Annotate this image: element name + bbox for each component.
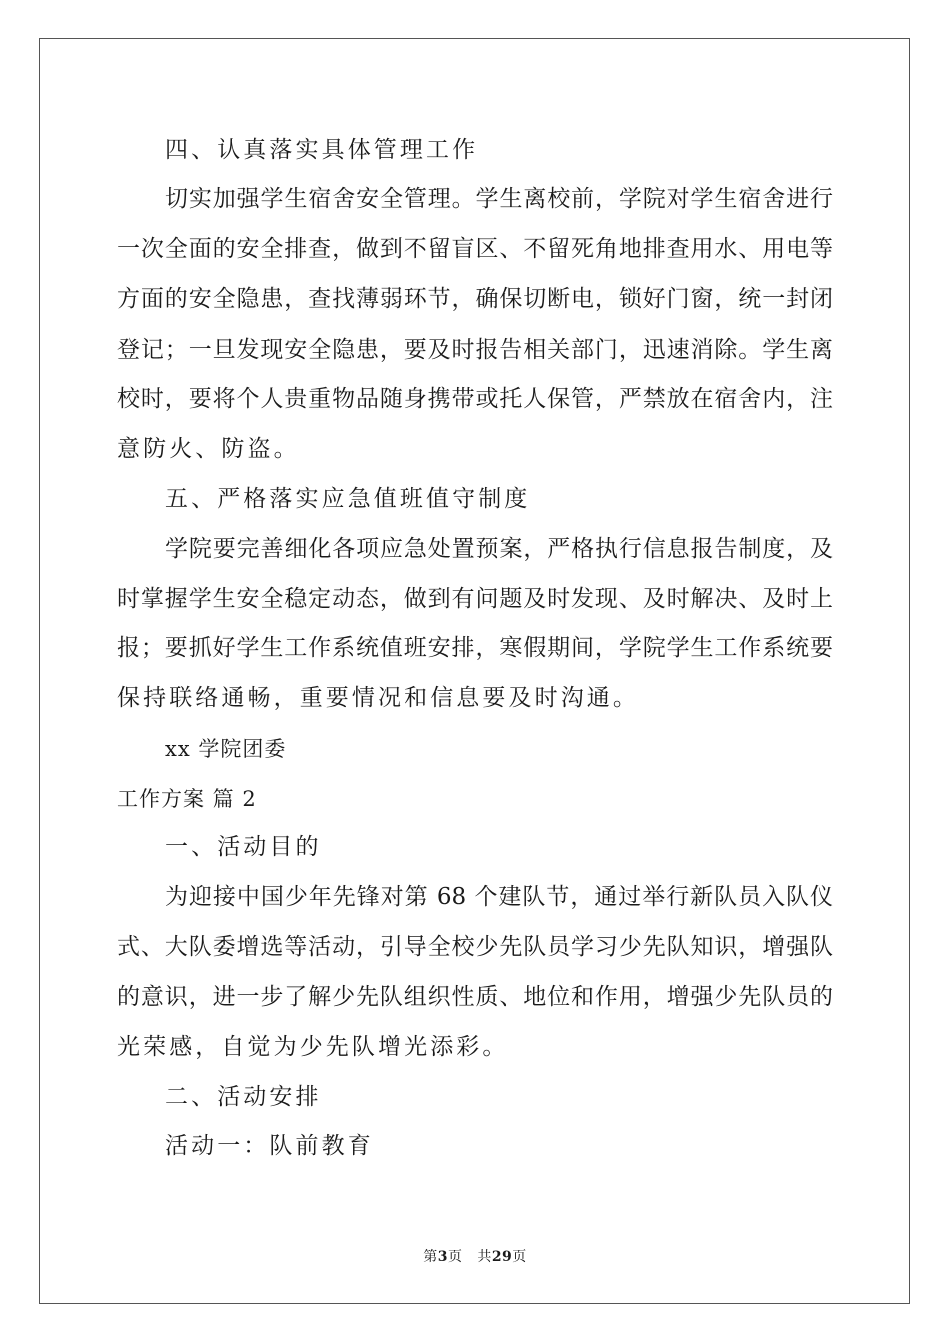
section-heading-4: 四、认真落实具体管理工作 <box>165 137 479 163</box>
paragraph-line: 保持联络通畅，重要情况和信息要及时沟通。 <box>117 685 639 711</box>
section-heading-1: 一、活动目的 <box>165 834 322 860</box>
page-suffix: 页 <box>447 1249 463 1265</box>
paragraph-line: 意防火、防盗。 <box>117 436 300 462</box>
paragraph-line: 报；要抓好学生工作系统值班安排，寒假期间，学院学生工作系统要 <box>117 635 833 661</box>
paragraph-line: 切实加强学生宿舍安全管理。学生离校前，学院对学生宿舍进行 <box>165 186 833 212</box>
total-prefix: 共 <box>477 1249 492 1265</box>
paragraph-line: 为迎接中国少年先锋对第 68 个建队节，通过举行新队员入队仪 <box>165 884 833 910</box>
activity-heading: 活动一：队前教育 <box>165 1133 374 1159</box>
paragraph-line: 登记；一旦发现安全隐患，要及时报告相关部门，迅速消除。学生离 <box>117 337 833 363</box>
section-heading-5: 五、严格落实应急值班值守制度 <box>165 486 531 512</box>
paragraph-line: 光荣感，自觉为少先队增光添彩。 <box>117 1034 509 1060</box>
section-heading-2: 二、活动安排 <box>165 1084 322 1110</box>
page-footer <box>0 1248 950 1266</box>
paragraph-line: 学院要完善细化各项应急处置预案，严格执行信息报告制度，及 <box>165 536 833 562</box>
total-pages: 29 <box>491 1249 513 1265</box>
paragraph-line: 一次全面的安全排查，做到不留盲区、不留死角地排查用水、用电等 <box>117 236 833 262</box>
paragraph-line: 式、大队委增选等活动，引导全校少先队员学习少先队知识，增强队 <box>117 934 833 960</box>
page-number: 3 <box>437 1249 448 1265</box>
total-suffix: 页 <box>512 1249 527 1265</box>
paragraph-line: 的意识，进一步了解少先队组织性质、地位和作用，增强少先队员的 <box>117 984 833 1010</box>
document-title: 工作方案 篇 2 <box>117 787 257 811</box>
page-border <box>39 38 910 1304</box>
paragraph-line: 校时，要将个人贵重物品随身携带或托人保管，严禁放在宿舍内，注 <box>117 386 833 412</box>
paragraph-line: 方面的安全隐患，查找薄弱环节，确保切断电，锁好门窗，统一封闭 <box>117 286 833 312</box>
page-prefix: 第 <box>423 1249 438 1265</box>
signature-line: xx 学院团委 <box>165 737 287 761</box>
paragraph-line: 时掌握学生安全稳定动态，做到有问题及时发现、及时解决、及时上 <box>117 586 833 612</box>
